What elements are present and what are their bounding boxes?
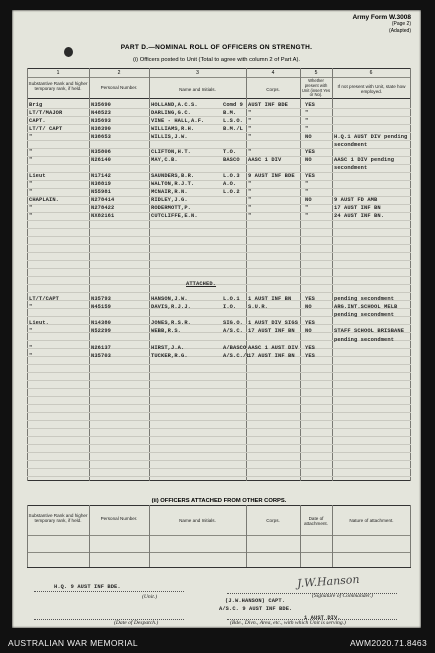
- nominal-roll-table: [27, 68, 411, 481]
- cell-employ: pending secondment: [334, 296, 395, 302]
- cell-employ: secondment: [334, 165, 368, 172]
- ruled-line: [27, 116, 411, 117]
- header2-corps: Corps.: [266, 518, 280, 523]
- ruled-line: [27, 348, 411, 349]
- ruled-line: [27, 388, 411, 389]
- cell-present: YES: [305, 296, 316, 302]
- commander-name: (J.W.HANSON) CAPT.: [225, 598, 286, 604]
- cell-name: TUCKER,R.G.: [151, 352, 188, 359]
- cell-rank: Lieut.: [29, 320, 50, 327]
- cell-present: YES: [305, 352, 316, 359]
- division: 1 AUST DIV.: [304, 615, 341, 621]
- ruled-line: [27, 420, 411, 421]
- col-number-5: 5: [314, 70, 318, 76]
- ruled-line: [27, 244, 411, 245]
- commander-signature: J.W.Hanson: [296, 572, 360, 591]
- ruled-line: [27, 108, 411, 109]
- col-number-2: 2: [117, 70, 121, 76]
- cell-present: ": [305, 109, 309, 116]
- cell-present: YES: [305, 173, 316, 180]
- ruled-line: [27, 428, 411, 429]
- cell-num: N17142: [91, 173, 112, 180]
- cell-num: N38653: [91, 133, 112, 140]
- cell-num: N26140: [91, 157, 112, 164]
- cell-rank: LT/T/ CAPT: [29, 125, 63, 132]
- ruled-line: [27, 324, 411, 325]
- cell-employ: pending secondment: [334, 336, 395, 343]
- cell-num: N38819: [91, 181, 112, 187]
- cell-corps: ": [248, 196, 252, 203]
- col-number-3: 3: [196, 70, 199, 76]
- cell-name: VINE - HALL,A.F.: [151, 117, 205, 124]
- col-number-4: 4: [271, 70, 275, 76]
- cell-rank: ": [29, 344, 33, 351]
- cell-corps: S.U.R.: [248, 304, 269, 311]
- cell-rank: Brig: [29, 102, 43, 108]
- header-employment: If not present with Unit, state how employed.: [337, 84, 406, 95]
- cell-name: HOLLAND,A.C.S.: [151, 102, 198, 108]
- cell-present: ": [305, 204, 309, 211]
- cell-employ: H.Q.1 AUST DIV pending: [334, 133, 408, 140]
- cell-name: WILLIAMS,R.H.: [151, 125, 195, 132]
- header2-date: Date of attachment.: [303, 516, 328, 527]
- cell-name: RIDLEY,J.G.: [151, 196, 188, 203]
- cell-appt: B.M.: [223, 109, 237, 116]
- cell-name: CUTCLIFFE,E.N.: [151, 212, 198, 219]
- cell-appt: L.O.3: [223, 173, 240, 180]
- ruled-line: [27, 260, 411, 261]
- cell-present: ": [305, 212, 309, 219]
- cell-employ: 9 AUST FD AMB: [334, 196, 378, 203]
- cell-name: RODERMOTT,P.: [151, 204, 192, 211]
- cell-name: DARLING,G.C.: [151, 109, 192, 116]
- ruled-line: [27, 180, 411, 181]
- cell-present: YES: [305, 102, 316, 108]
- cell-name: DAVIS,R.J.J.: [151, 304, 192, 311]
- ruled-line: [27, 468, 411, 469]
- cell-name: HIRST,J.A.: [151, 344, 185, 351]
- form-number: Army Form W.3008 (Page 2) (Adapted): [352, 14, 411, 34]
- attached-heading: ATTACHED.: [186, 281, 217, 287]
- cell-present: NO: [305, 328, 312, 335]
- cell-rank: LT/T/CAPT: [29, 296, 60, 302]
- ruled-line: [27, 452, 411, 453]
- cell-present: NO: [305, 196, 312, 203]
- ruled-line: [27, 412, 411, 413]
- cell-name: JONES,R.S.R.: [151, 320, 192, 327]
- cell-corps: 9 AUST INF BDE: [248, 173, 295, 180]
- cell-name: WALTON,R.J.T.: [151, 181, 195, 187]
- despatch-line: [34, 619, 184, 621]
- cell-rank: ": [29, 181, 33, 187]
- cell-corps: AASC 1 DIV: [248, 157, 282, 164]
- cell-present: YES: [305, 149, 316, 156]
- cell-num: N52299: [91, 328, 112, 335]
- cell-present: NO: [305, 157, 312, 164]
- header-corps: Corps.: [266, 87, 280, 92]
- cell-name: WILLIS,J.W.: [151, 133, 188, 140]
- cell-corps: ": [248, 149, 252, 156]
- ruled-line: [27, 444, 411, 445]
- cell-rank: ": [29, 352, 33, 359]
- header-present: Whether present with Unit (insert Yes or No).: [301, 78, 331, 98]
- cell-appt: A/BASCO: [223, 344, 247, 351]
- cell-employ: ARG.INT.SCHOOL MELB: [334, 304, 398, 311]
- cell-num: NX82161: [91, 212, 115, 219]
- cell-num: N35793: [91, 296, 112, 302]
- cell-appt: A/S.C./L: [223, 352, 250, 359]
- cell-present: YES: [305, 344, 316, 351]
- cell-appt: Comd 9: [223, 102, 244, 108]
- cell-employ: pending secondment: [334, 312, 395, 319]
- cell-num: N55981: [91, 188, 112, 195]
- cell-rank: ": [29, 149, 33, 156]
- cell-num: N35806: [91, 149, 112, 156]
- unit-line: [34, 591, 184, 593]
- cell-present: ": [305, 125, 309, 132]
- cell-corps: ": [248, 204, 252, 211]
- header2-name: Name and Initials.: [179, 518, 216, 523]
- col-number-1: 1: [56, 70, 60, 76]
- cell-employ: 24 AUST INF BN.: [334, 212, 385, 219]
- cell-appt: BASCO: [223, 157, 240, 164]
- caption-left: AUSTRALIAN WAR MEMORIAL: [8, 638, 138, 648]
- caption-right: AWM2020.71.8463: [350, 638, 427, 648]
- cell-corps: 17 AUST INF BN: [248, 352, 295, 359]
- ruled-line: [27, 356, 411, 357]
- cell-employ: STAFF SCHOOL BRISBANE: [334, 328, 405, 335]
- cell-rank: LT/T/MAJOR: [29, 109, 63, 116]
- despatch-label: (Date of Despatch.): [114, 620, 159, 626]
- cell-num: N14380: [91, 320, 112, 327]
- cell-name: SAUNDERS,B.R.: [151, 173, 195, 180]
- cell-name: HANSON,J.W.: [151, 296, 188, 302]
- unit-label: (Unit.): [142, 594, 158, 600]
- header2-rank: Substantive Rank and higher temporary rank, if held.: [28, 513, 88, 524]
- cell-appt: SIG.O.: [223, 320, 244, 327]
- header-rank: Substantive Rank and higher temporary rank, if held.: [28, 81, 88, 92]
- ruled-line: [27, 372, 411, 373]
- cell-corps: ": [248, 133, 252, 140]
- form-sheet: [12, 10, 421, 628]
- ruled-line: [27, 236, 411, 237]
- cell-present: ": [305, 117, 309, 124]
- cell-present: NO: [305, 304, 312, 311]
- cell-rank: ": [29, 157, 33, 164]
- unit-value: H.Q. 9 AUST INF BDE.: [54, 584, 121, 590]
- cell-rank: ": [29, 304, 33, 311]
- ruled-line: [27, 268, 411, 269]
- cell-name: CLIFTON,H.T.: [151, 149, 192, 156]
- cell-num: N38390: [91, 125, 112, 132]
- ruled-line: [27, 252, 411, 253]
- section-i-title: (i) Officers posted to Unit (Total to agree with column 2 of Part A).: [132, 57, 301, 63]
- cell-appt: B.M./L: [223, 125, 244, 132]
- cell-num: N48523: [91, 109, 112, 116]
- ruled-line: [27, 220, 411, 221]
- cell-appt: T.O.: [223, 149, 237, 156]
- header-name: Name and Initials.: [179, 87, 216, 92]
- cell-rank: ": [29, 188, 33, 195]
- cell-employ: AASC 1 DIV pending: [334, 157, 395, 164]
- cell-num: N35703: [91, 352, 112, 359]
- cell-rank: ": [29, 212, 33, 219]
- ruled-line: [27, 124, 411, 125]
- cell-employ: secondment: [334, 141, 368, 148]
- cell-appt: A.O.: [223, 181, 237, 187]
- cell-corps: 1 AUST DIV SIGS: [248, 320, 299, 327]
- ruled-line: [27, 364, 411, 365]
- cell-rank: ": [29, 133, 33, 140]
- cell-present: ": [305, 188, 309, 195]
- cell-employ: 17 AUST INF BN: [334, 204, 381, 211]
- cell-present: ": [305, 181, 309, 187]
- ruled-line: [27, 404, 411, 405]
- attached-other-corps-table: [27, 505, 411, 567]
- cell-present: YES: [305, 320, 316, 327]
- cell-corps: ": [248, 109, 252, 116]
- cell-appt: L.S.O.: [223, 117, 244, 124]
- ruled-line: [27, 284, 411, 285]
- cell-corps: AASC 1 AUST DIV: [248, 344, 299, 351]
- cell-name: WEBB,R.S.: [151, 328, 182, 335]
- cell-corps: 17 AUST INF BN: [248, 328, 295, 335]
- ruled-line: [27, 172, 411, 173]
- cell-appt: A/S.C.: [223, 328, 244, 335]
- cell-num: N26137: [91, 344, 112, 351]
- cell-num: N278422: [91, 204, 115, 211]
- cell-corps: ": [248, 125, 252, 132]
- ruled-line: [27, 188, 411, 189]
- cell-num: N35693: [91, 117, 112, 124]
- ruled-line: [27, 396, 411, 397]
- cell-rank: ": [29, 204, 33, 211]
- cell-num: N35690: [91, 102, 112, 108]
- cell-rank: CHAPLAIN.: [29, 196, 60, 203]
- ruled-line: [27, 476, 411, 477]
- cell-num: N45159: [91, 304, 112, 311]
- cell-rank: ": [29, 328, 33, 335]
- cell-rank: Lieut: [29, 173, 46, 180]
- cell-corps: ": [248, 117, 252, 124]
- cell-corps: ": [248, 212, 252, 219]
- area-label: (Bde., Divn., Area, etc., with which Unit is serving.): [230, 620, 346, 626]
- commander-role: A/S.C. 9 AUST INF BDE.: [219, 606, 293, 612]
- header2-personal-number: Personal Number.: [100, 516, 138, 521]
- cell-appt: L.O.2: [223, 188, 240, 195]
- cell-corps: ": [248, 188, 252, 195]
- cell-corps: 1 AUST INF BN: [248, 296, 292, 302]
- signature-label: (Signature of Commander.): [312, 593, 373, 599]
- part-title: PART D.—NOMINAL ROLL OF OFFICERS ON STRENGTH.: [120, 44, 313, 51]
- ruled-line: [27, 292, 411, 293]
- ruled-line: [27, 276, 411, 277]
- header2-nature: Nature of attachment.: [349, 518, 394, 523]
- cell-appt: I.O.: [223, 304, 237, 311]
- ruled-line: [27, 228, 411, 229]
- cell-appt: L.O.1: [223, 296, 240, 302]
- ruled-line: [27, 148, 411, 149]
- cell-name: MAY,C.B.: [151, 157, 178, 164]
- cell-name: MCNAIR,R.N.: [151, 188, 188, 195]
- col-number-6: 6: [369, 70, 373, 76]
- cell-present: NO: [305, 133, 312, 140]
- cell-num: N278414: [91, 196, 115, 203]
- ruled-line: [27, 380, 411, 381]
- section-ii-title: (ii) OFFICERS ATTACHED FROM OTHER CORPS.: [151, 498, 287, 504]
- ruled-line: [27, 460, 411, 461]
- cell-corps: ": [248, 181, 252, 187]
- cell-rank: CAPT.: [29, 117, 46, 124]
- header-personal-number: Personal Number.: [100, 85, 138, 90]
- cell-corps: AUST INF BDE: [248, 102, 289, 108]
- ruled-line: [27, 436, 411, 437]
